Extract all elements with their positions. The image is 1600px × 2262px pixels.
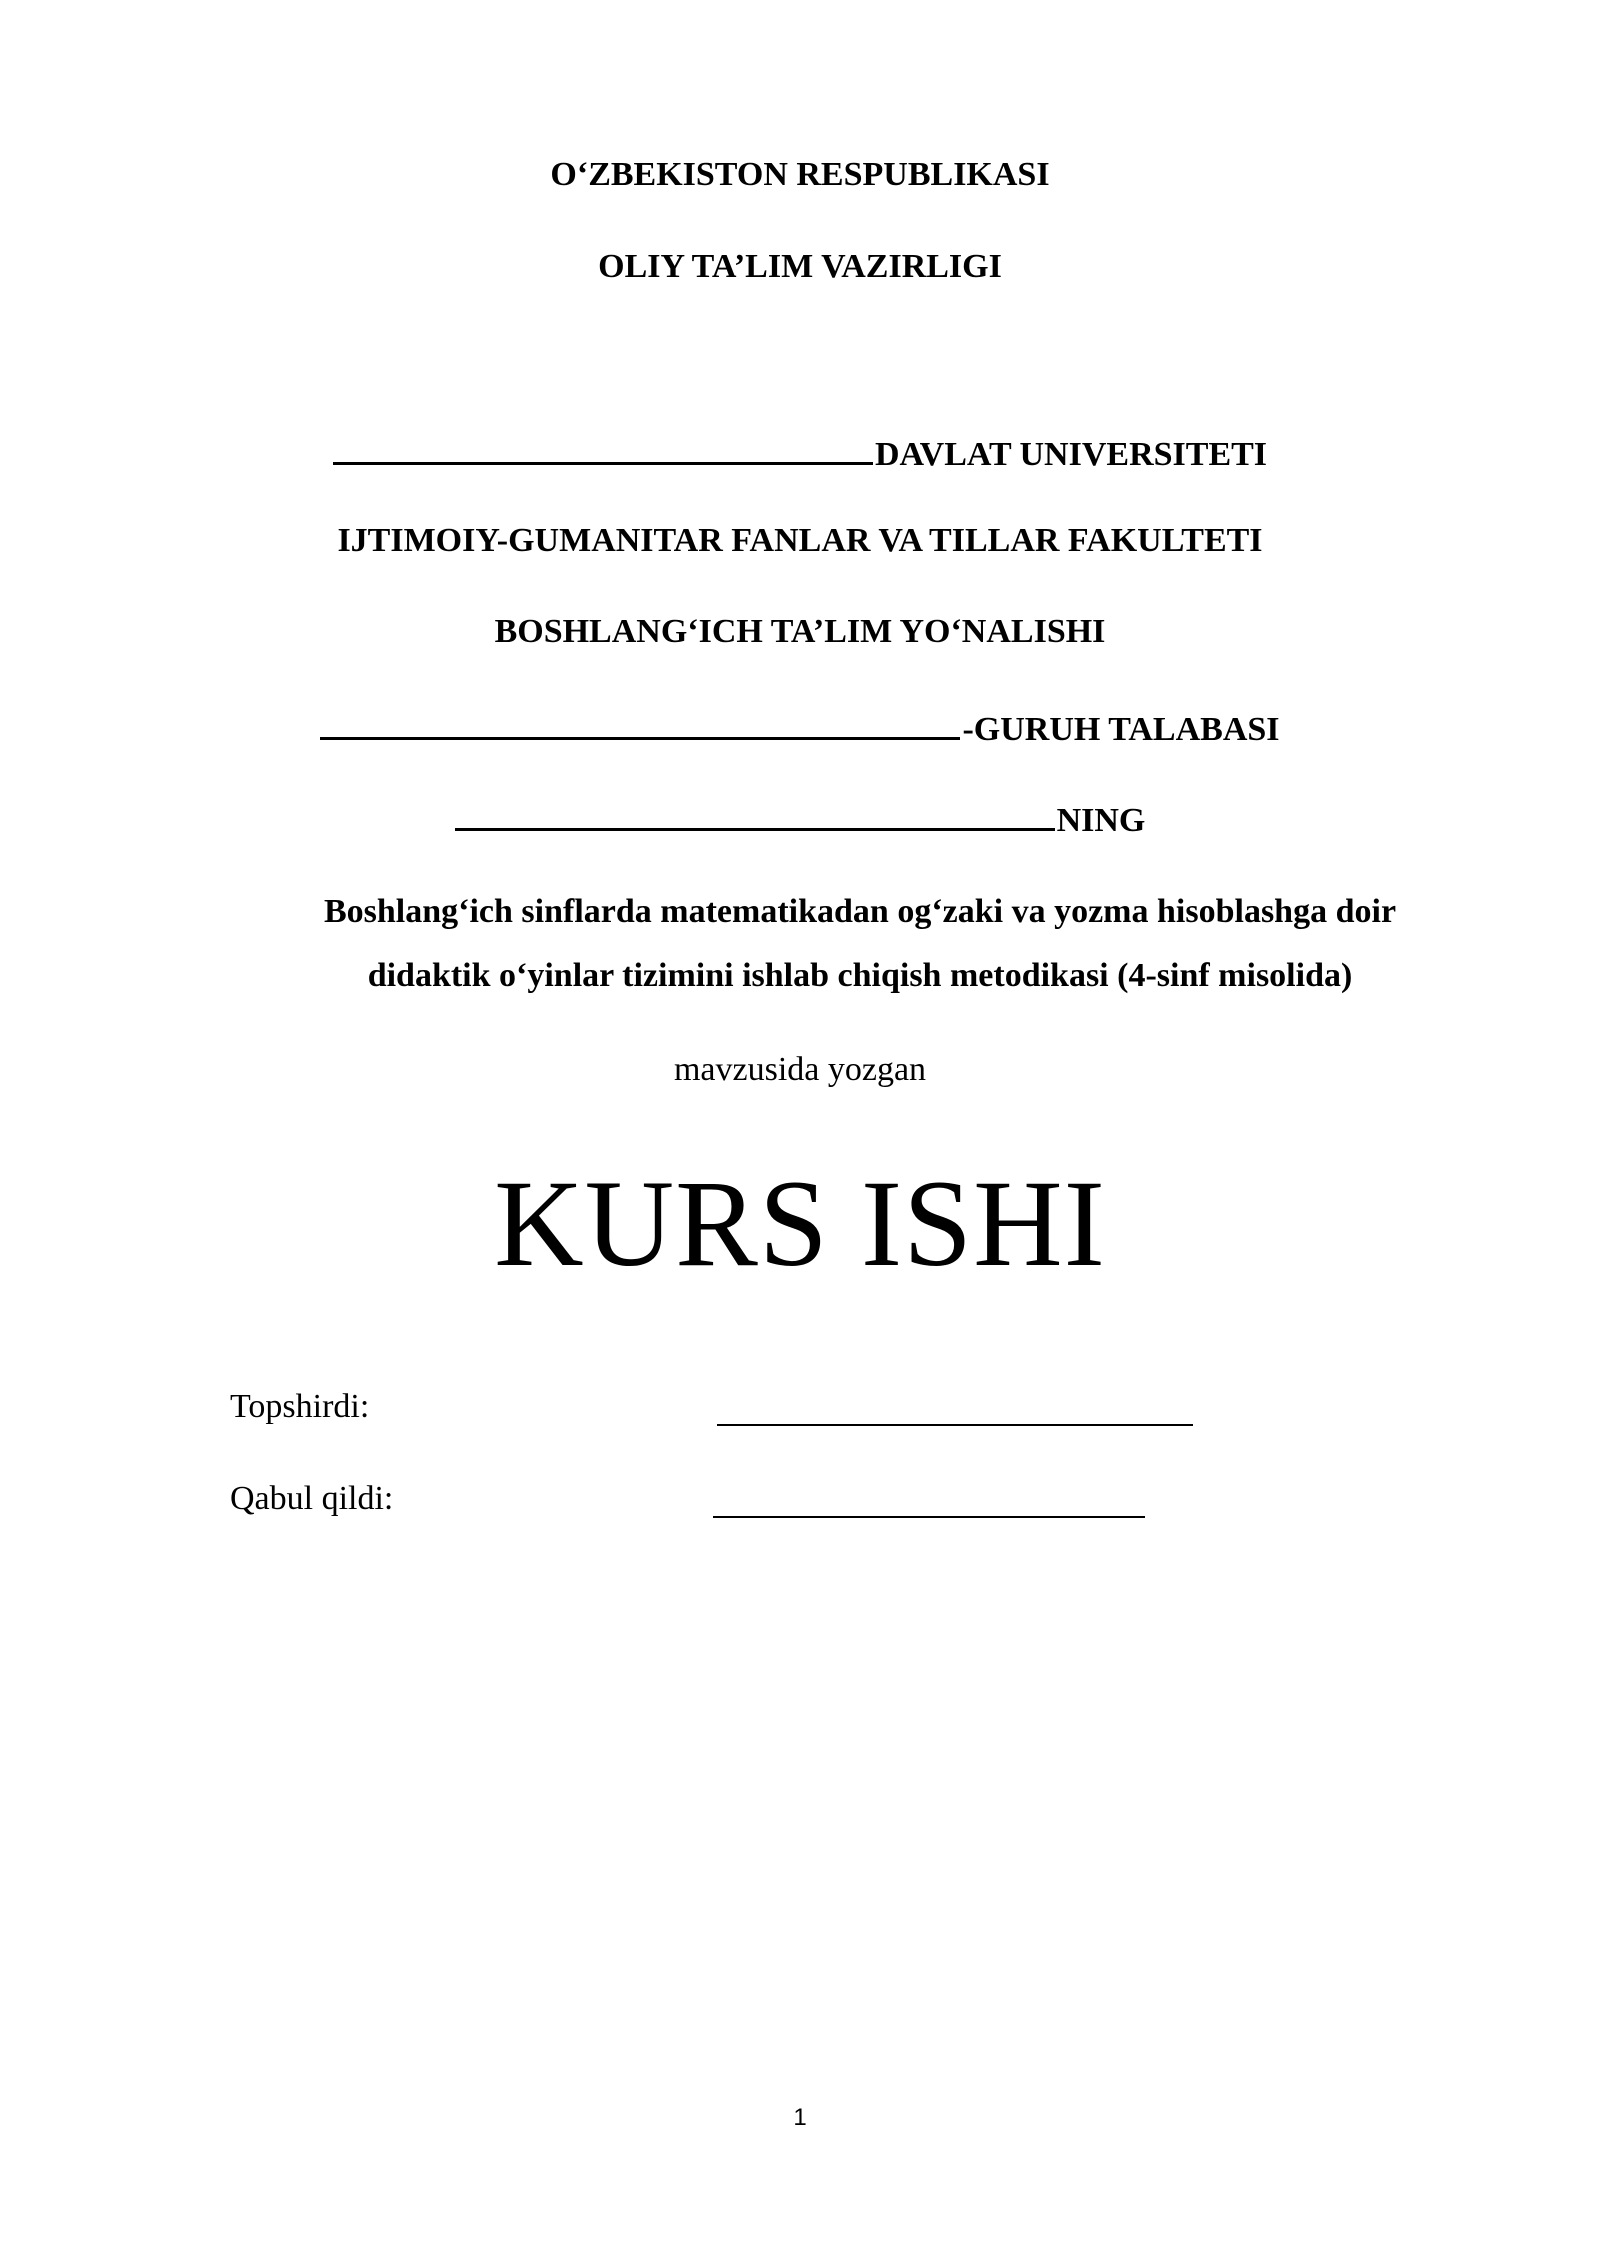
accepted-label: Qabul qildi: <box>230 1480 394 1517</box>
student-label: NING <box>1056 802 1146 839</box>
topic-line-1: Boshlang‘ich sinflarda matematikadan og‘zaki va yozma hisoblashga doir <box>323 893 1397 930</box>
document-type-title: KURS ISHI <box>494 1155 1106 1292</box>
topic-title <box>230 880 1490 1008</box>
university-label: DAVLAT UNIVERSITETI <box>874 436 1268 473</box>
page-number: 1 <box>793 2104 807 2131</box>
group-label: -GURUH TALABASI <box>962 711 1280 748</box>
university-name-blank[interactable] <box>333 432 873 465</box>
group-line <box>0 707 1600 747</box>
ministry-heading: OLIY TA’LIM VAZIRLIGI <box>598 248 1002 285</box>
student-line <box>0 798 1600 838</box>
submitted-label: Topshirdi: <box>230 1388 370 1425</box>
direction-heading: BOSHLANG‘ICH TA’LIM YO‘NALISHI <box>494 613 1106 650</box>
university-line <box>0 432 1600 472</box>
submitted-signature-blank[interactable] <box>717 1424 1193 1426</box>
country-heading: O‘ZBEKISTON RESPUBLIKASI <box>550 156 1050 193</box>
topic-caption: mavzusida yozgan <box>673 1051 927 1088</box>
topic-line-2: didaktik o‘yinlar tizimini ishlab chiqish metodikasi (4-sinf misolida) <box>367 957 1353 994</box>
student-name-blank[interactable] <box>455 798 1055 831</box>
accepted-signature-blank[interactable] <box>713 1516 1145 1518</box>
group-number-blank[interactable] <box>320 707 960 740</box>
faculty-heading: IJTIMOIY-GUMANITAR FANLAR VA TILLAR FAKULTETI <box>337 522 1263 559</box>
